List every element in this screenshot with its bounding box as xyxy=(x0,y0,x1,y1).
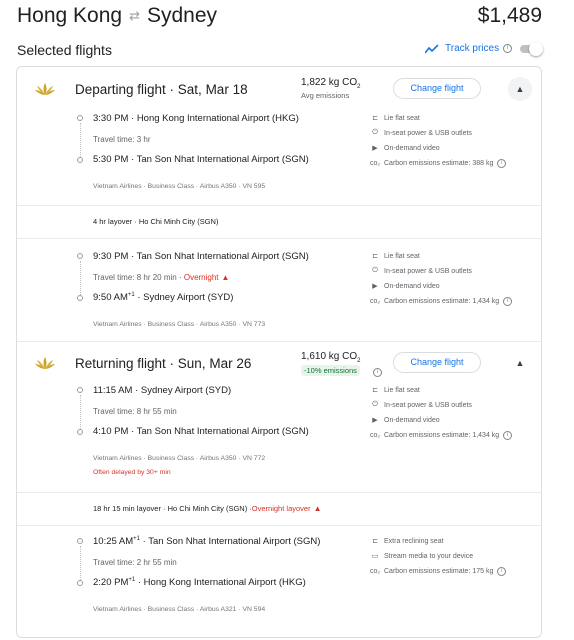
timeline-dots xyxy=(80,546,81,580)
destination-dot xyxy=(77,157,83,163)
leg-travel-time: Travel time: 3 hr xyxy=(93,135,151,144)
leg-timeline xyxy=(76,538,84,588)
co2-value: 1,822 kg CO xyxy=(301,77,358,88)
chevron-up-icon[interactable]: ▲ xyxy=(515,358,525,368)
amenity-row xyxy=(369,144,440,152)
destination-city: Sydney xyxy=(147,4,218,27)
amenity-row xyxy=(369,129,472,137)
timeline-dots xyxy=(80,123,81,157)
leg-travel-time: Travel time: 2 hr 55 min xyxy=(93,558,177,567)
departing-section xyxy=(17,67,541,341)
timeline-dots xyxy=(80,261,81,295)
info-icon[interactable]: i xyxy=(497,567,506,576)
departing-title: Departing flight · Sat, Mar 18 xyxy=(75,82,248,97)
amenity-label: In-seat power & USB outlets xyxy=(384,267,472,275)
layover-info: 4 hr layover · Ho Chi Minh City (SGN) xyxy=(93,217,219,226)
leg-arrival xyxy=(93,292,233,303)
amenity-label: Carbon emissions estimate: 388 kg xyxy=(384,160,494,167)
leg-arrival: 5:30 PM · Tan Son Nhat International Airport (SGN) xyxy=(93,154,309,165)
seat-icon: ⊏ xyxy=(372,253,378,260)
amenity-label: On-demand video xyxy=(384,144,440,152)
total-price: $1,489 xyxy=(477,4,542,27)
amenity-label: In-seat power & USB outlets xyxy=(384,129,472,137)
day-offset: +1 xyxy=(127,292,135,298)
amenity-row xyxy=(369,567,506,576)
power-icon: ⏻ xyxy=(372,267,378,274)
info-icon[interactable]: i xyxy=(497,159,506,168)
video-icon: ▶ xyxy=(372,417,378,424)
leg-departure: 3:30 PM · Hong Kong International Airport (HKG) xyxy=(93,113,299,124)
amenity-row xyxy=(369,537,444,545)
chevron-up-icon[interactable]: ▲ xyxy=(508,77,532,101)
destination-dot xyxy=(77,295,83,301)
amenity-label: Carbon emissions estimate: 175 kg xyxy=(384,568,494,575)
amenity-label: Extra reclining seat xyxy=(384,537,444,545)
seat-icon: ⊏ xyxy=(372,387,378,394)
emissions-note: -10% emissions xyxy=(301,365,360,376)
track-prices[interactable] xyxy=(425,43,512,54)
departure-time: 10:25 AM xyxy=(93,536,134,547)
layover-info xyxy=(93,504,322,513)
amenity-row xyxy=(369,401,472,409)
amenity-row xyxy=(369,297,512,306)
returning-title: Returning flight · Sun, Mar 26 xyxy=(75,356,252,371)
departure-place: · Tan Son Nhat International Airport (SGN) xyxy=(139,536,321,547)
power-icon: ⏻ xyxy=(372,129,378,136)
amenity-label: On-demand video xyxy=(384,282,440,290)
route-title xyxy=(17,4,217,28)
amenity-label: In-seat power & USB outlets xyxy=(384,401,472,409)
swap-arrows-icon: ⇄ xyxy=(129,8,140,23)
amenity-row xyxy=(369,267,472,275)
emissions-note: Avg emissions xyxy=(301,91,350,100)
co2-icon: co₂ xyxy=(369,160,381,167)
destination-dot xyxy=(77,580,83,586)
day-offset: +1 xyxy=(128,577,136,583)
amenity-label: Carbon emissions estimate: 1,434 kg xyxy=(384,432,500,439)
overnight-warning: Overnight xyxy=(183,273,219,282)
origin-city: Hong Kong xyxy=(17,4,123,27)
info-icon[interactable]: i xyxy=(373,368,382,377)
returning-section xyxy=(17,342,541,638)
flights-card xyxy=(16,66,542,638)
day-offset: +1 xyxy=(133,536,140,542)
stream-icon: ▭ xyxy=(371,553,379,560)
co2-value: 1,610 kg CO xyxy=(301,351,358,362)
returning-emissions xyxy=(301,351,361,376)
amenity-row xyxy=(369,416,440,424)
video-icon: ▶ xyxy=(372,145,378,152)
warning-icon: ▲ xyxy=(313,504,322,513)
overnight-layover-warning: Overnight layover xyxy=(251,504,311,513)
leg-travel-time: Travel time: 8 hr 55 min xyxy=(93,407,177,416)
divider xyxy=(17,525,541,526)
amenity-row xyxy=(369,431,512,440)
leg-meta: Vietnam Airlines · Business Class · Airbus A350 · VN 772 xyxy=(93,455,266,462)
leg-timeline xyxy=(76,253,84,303)
info-icon[interactable]: i xyxy=(503,431,512,440)
airline-logo xyxy=(34,356,56,370)
power-icon: ⏻ xyxy=(372,401,378,408)
divider xyxy=(17,238,541,239)
info-icon[interactable]: i xyxy=(503,44,512,53)
amenity-row xyxy=(369,552,473,560)
leg-meta: Vietnam Airlines · Business Class · Airbus A350 · VN 773 xyxy=(93,321,266,328)
info-icon[interactable]: i xyxy=(503,297,512,306)
warning-icon: ▲ xyxy=(221,273,230,282)
video-icon: ▶ xyxy=(372,283,378,290)
trend-icon xyxy=(425,44,439,54)
origin-dot xyxy=(77,538,83,544)
amenity-label: Lie flat seat xyxy=(384,252,420,260)
toggle-knob xyxy=(529,42,543,56)
leg-departure xyxy=(93,536,320,547)
leg-departure: 11:15 AM · Sydney Airport (SYD) xyxy=(93,385,232,396)
amenity-row xyxy=(369,252,420,260)
leg-arrival: 4:10 PM · Tan Son Nhat International Airport (SGN) xyxy=(93,426,309,437)
amenity-label: Lie flat seat xyxy=(384,114,420,122)
divider xyxy=(17,492,541,493)
arrival-place: · Hong Kong International Airport (HKG) xyxy=(135,577,306,588)
change-departing-button[interactable]: Change flight xyxy=(393,78,481,99)
co2-icon: co₂ xyxy=(369,568,381,575)
selected-flights-heading: Selected flights xyxy=(17,42,112,58)
delay-warning: Often delayed by 30+ min xyxy=(93,469,171,476)
leg-arrival xyxy=(93,577,306,588)
leg-timeline xyxy=(76,115,84,165)
amenity-label: Carbon emissions estimate: 1,434 kg xyxy=(384,298,500,305)
seat-icon: ⊏ xyxy=(372,538,378,545)
amenity-row xyxy=(369,159,506,168)
destination-dot xyxy=(77,429,83,435)
divider xyxy=(17,205,541,206)
amenity-label: Lie flat seat xyxy=(384,386,420,394)
arrival-time: 2:20 PM xyxy=(93,577,129,588)
departing-emissions xyxy=(301,77,361,100)
arrival-place: · Sydney Airport (SYD) xyxy=(134,292,234,303)
origin-dot xyxy=(77,387,83,393)
amenity-label: On-demand video xyxy=(384,416,440,424)
layover-label: 18 hr 15 min layover · Ho Chi Minh City (SGN) · xyxy=(93,504,252,513)
seat-icon: ⊏ xyxy=(372,115,378,122)
travel-time-label: Travel time: 8 hr 20 min xyxy=(93,273,177,282)
change-returning-button[interactable]: Change flight xyxy=(393,352,481,373)
leg-travel-time: Travel time: 8 hr 20 min · Overnight ▲ xyxy=(93,273,230,282)
track-prices-toggle[interactable] xyxy=(517,42,543,56)
leg-departure: 9:30 PM · Tan Son Nhat International Airport (SGN) xyxy=(93,251,309,262)
track-prices-label: Track prices xyxy=(445,43,500,54)
co2-subscript: 2 xyxy=(357,84,361,90)
amenity-row xyxy=(369,386,420,394)
amenity-row xyxy=(369,114,420,122)
timeline-dots xyxy=(80,395,81,429)
co2-subscript: 2 xyxy=(357,358,361,364)
leg-timeline xyxy=(76,387,84,437)
airline-logo xyxy=(34,82,56,96)
arrival-time: 9:50 AM xyxy=(93,292,128,303)
leg-meta: Vietnam Airlines · Business Class · Airbus A321 · VN 594 xyxy=(93,606,266,613)
leg-meta: Vietnam Airlines · Business Class · Airbus A350 · VN 595 xyxy=(93,183,266,190)
amenity-label: Stream media to your device xyxy=(384,552,474,560)
amenity-row xyxy=(369,282,440,290)
origin-dot xyxy=(77,253,83,259)
origin-dot xyxy=(77,115,83,121)
co2-icon: co₂ xyxy=(369,432,381,439)
co2-icon: co₂ xyxy=(369,298,381,305)
